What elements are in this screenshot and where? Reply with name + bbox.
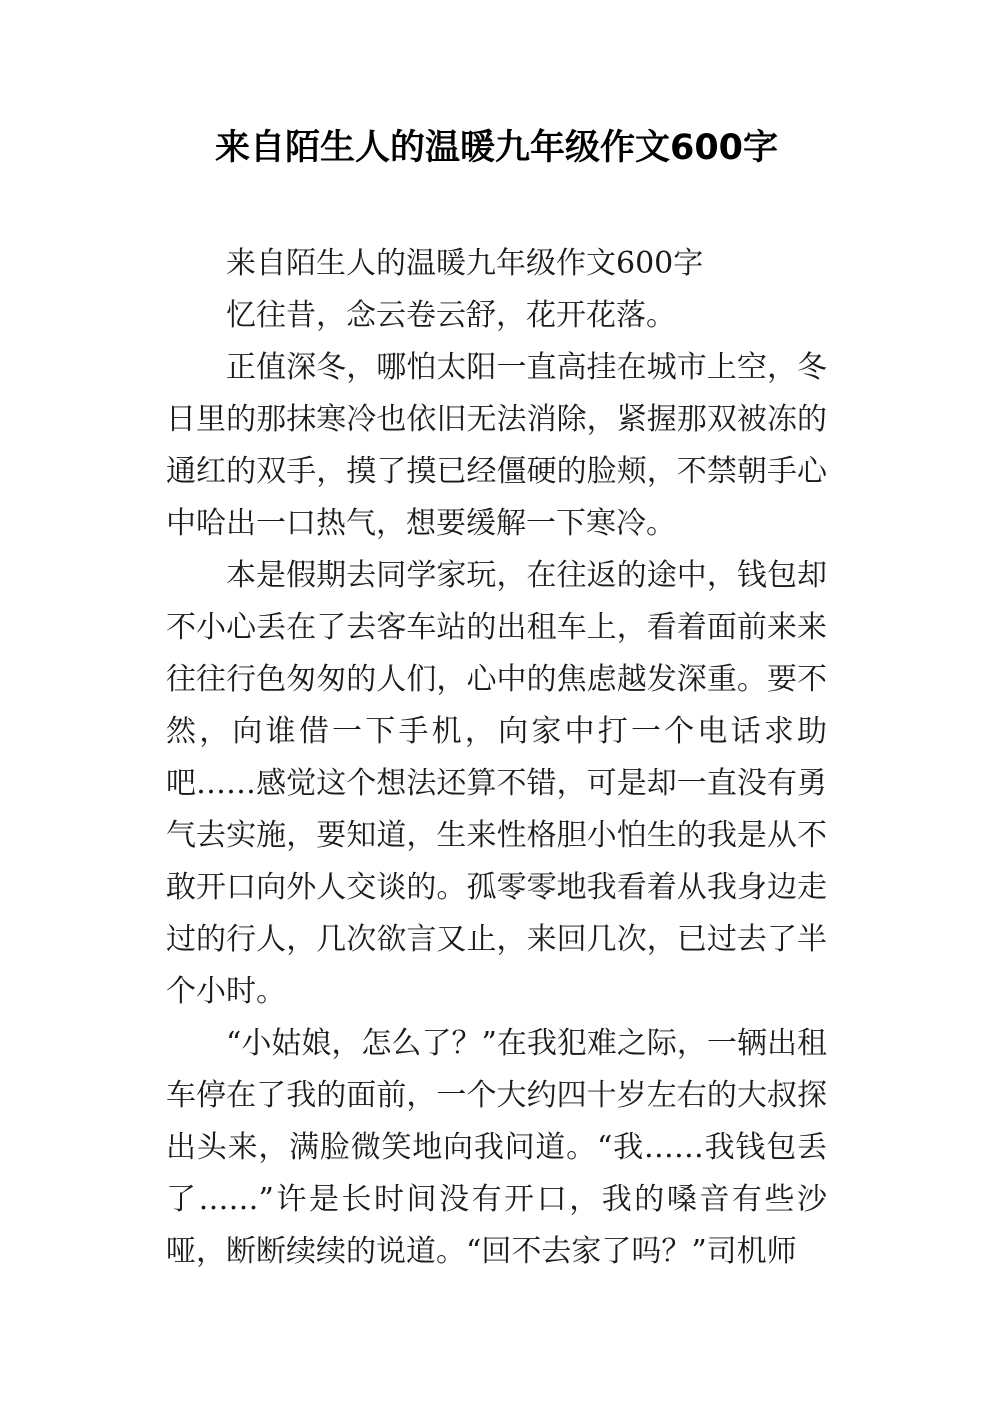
paragraph-lost-wallet: 本是假期去同学家玩，在往返的途中，钱包却不小心丢在了去客车站的出租车上，看着面前来来往往行色匆匆的人们，心中的焦虑越发深重。要不然，向谁借一下手机，向家中打一个电话求助吧……感觉这个想法还算不错，可是却一直没有勇气去实施，要知道，生来性格胆小怕生的我是从不敢开口向外人交谈的。孤零零地我看着从我身边走过的行人，几次欲言又止，来回几次，已过去了半个小时。 (166, 558, 827, 1009)
paragraph-opening: 忆往昔，念云卷云舒，花开花落。 (226, 298, 676, 333)
paragraph-heading-repeat: 来自陌生人的温暖九年级作文600字 (226, 246, 704, 281)
document-body (166, 238, 827, 1278)
paragraph-taxi-driver: “小姑娘，怎么了？”在我犯难之际，一辆出租车停在了我的面前，一个大约四十岁左右的大叔探出头来，满脸微笑地向我问道。“我……我钱包丢了……”许是长时间没有开口，我的嗓音有些沙哑，断断续续的说道。“回不去家了吗？”司机师 (166, 1026, 827, 1269)
document-title: 来自陌生人的温暖九年级作文600字 (214, 128, 779, 168)
paragraph-winter: 正值深冬，哪怕太阳一直高挂在城市上空，冬日里的那抹寒冷也依旧无法消除，紧握那双被冻的通红的双手，摸了摸已经僵硬的脸颊，不禁朝手心中哈出一口热气，想要缓解一下寒冷。 (166, 350, 827, 541)
